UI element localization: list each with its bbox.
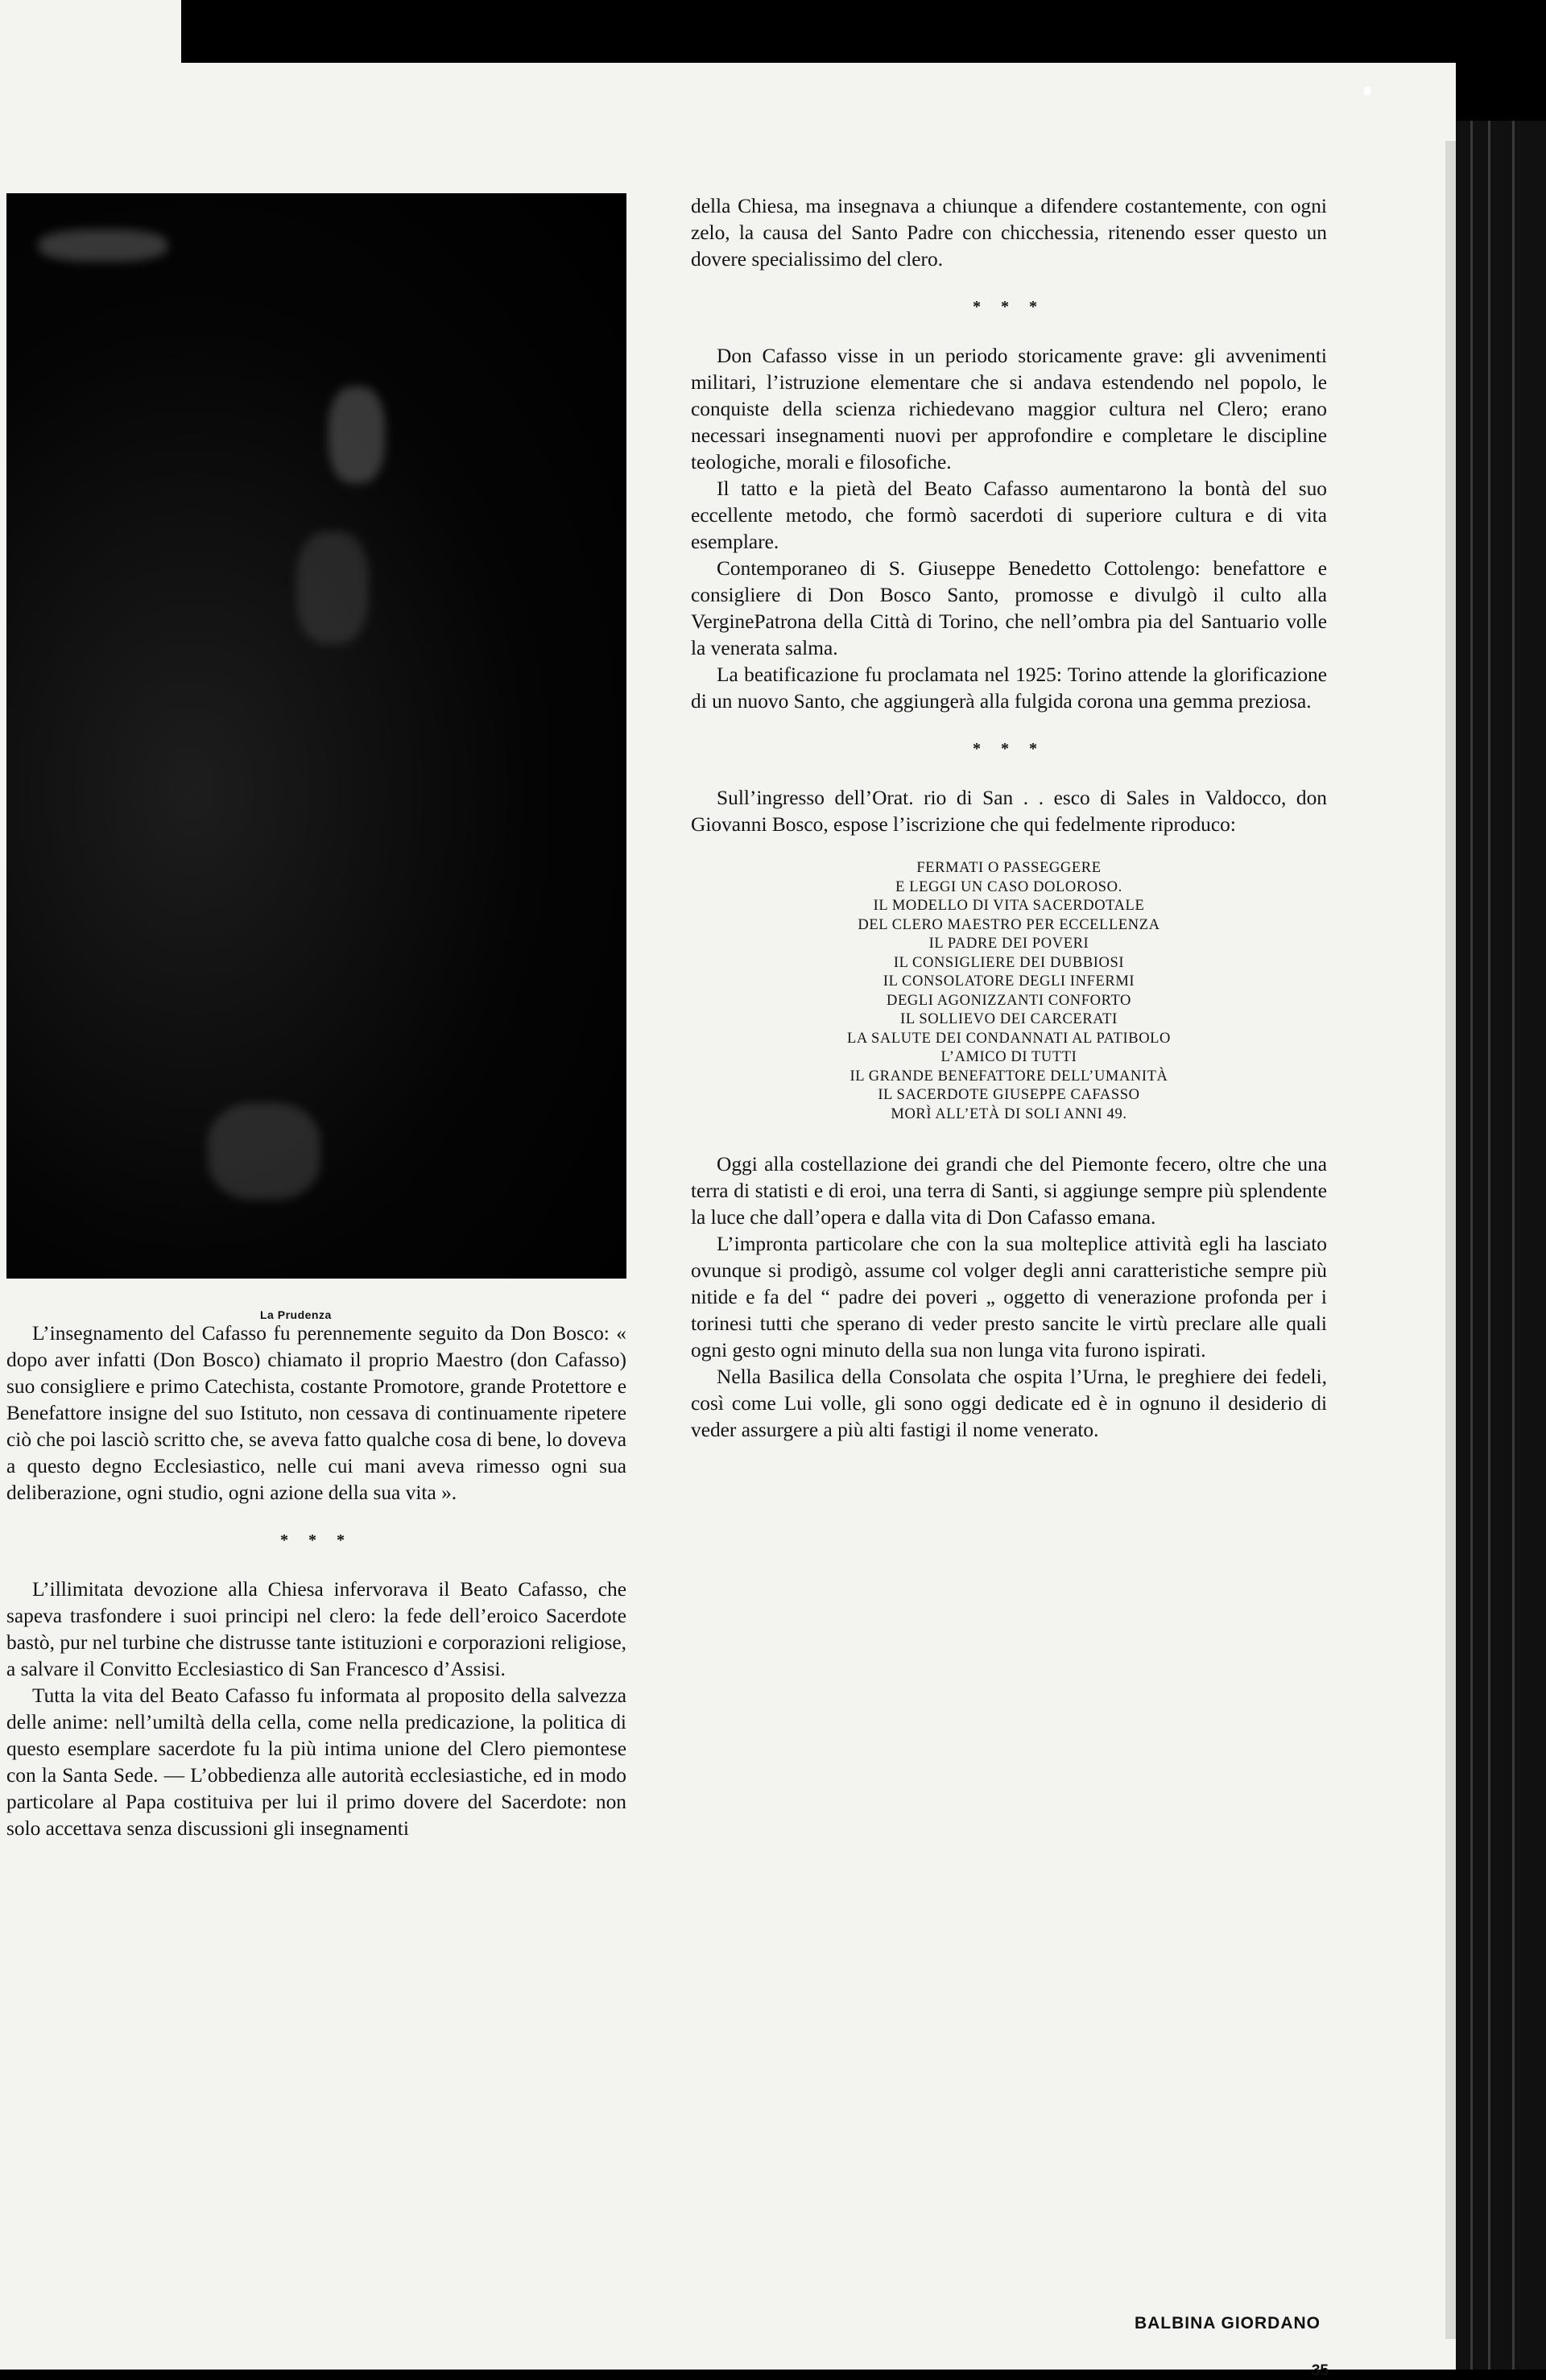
paragraph: L’impronta particolare che con la sua molteplice attività egli ha lasciato ovunque si prodigò, assume col volger degli anni caratteristiche sempre più nitide e fa del “ padre dei poveri „ oggetto di venerazione profonda per i torinesi tutti che sperano di veder presto sancite le virtù preclare alle quali ogni gesto ogni minuto della sua non lunga vita furono ispirati. xyxy=(691,1233,1327,1361)
inscription-line: L’AMICO DI TUTTI xyxy=(940,1049,1077,1065)
scan-artifact xyxy=(1364,87,1370,95)
section-separator: * * * xyxy=(973,298,1045,316)
inscription-line: IL PADRE DEI POVERI xyxy=(928,936,1089,952)
scan-top-strip xyxy=(0,0,181,69)
inscription-line: IL CONSOLATORE DEGLI INFERMI xyxy=(883,973,1135,990)
paragraph: Il tatto e la pietà del Beato Cafasso aumentarono la bontà del suo eccellente metodo, che formò sacerdoti di superiore cultura e di vita esemplare. xyxy=(691,477,1327,553)
paragraph: Oggi alla costellazione dei grandi che del Piemonte fecero, oltre che una terra di statisti e di eroi, una terra di Santi, si aggiunge sempre più splendente la luce che dall’opera e dalla vita di Don Cafasso emana. xyxy=(691,1153,1327,1229)
page-edge xyxy=(1445,141,1457,2339)
paragraph: L’insegnamento del Cafasso fu perennemente seguito da Don Bosco: « dopo aver infatti (Don Bosco) chiamato il proprio Maestro (don Cafasso) suo consigliere e primo Catechista, costante Promotore, grande Protettore e Benefattore insigne del suo Istituto, non cessava di continuamente ripetere ciò che poi lasciò scritto che, se aveva fatto qualche cosa di bene, lo doveva a questo degno Ecclesiastico, nelle cui mani aveva rimesso ogni sua deliberazione, ogni studio, ogni azione della sua vita ». xyxy=(6,1322,626,1504)
inscription-line: IL MODELLO DI VITA SACERDOTALE xyxy=(873,898,1145,914)
author-signature: BALBINA GIORDANO xyxy=(1134,2314,1321,2332)
inscription-line: DEGLI AGONIZZANTI CONFORTO xyxy=(887,992,1131,1009)
paragraph: della Chiesa, ma insegnava a chiunque a difendere costantemente, con ogni zelo, la causa del Santo Padre con chicchessia, ritenendo esser questo un dovere specialissimo del clero. xyxy=(691,195,1327,271)
inscription-line: FERMATI O PASSEGGERE xyxy=(916,860,1102,876)
paragraph: L’illimitata devozione alla Chiesa infervorava il Beato Cafasso, che sapeva trasfondere i suoi principi nel clero: la fede dell’eroico Sacerdote bastò, pur nel turbine che distrusse tante istituzioni e corporazioni religiose, a salvare il Convitto Ecclesiastico di San Francesco d’Assisi. xyxy=(6,1578,626,1680)
prudence-photo xyxy=(6,193,626,1279)
paragraph: Tutta la vita del Beato Cafasso fu informata al proposito della salvezza delle anime: nell’umiltà della cella, come nella predicazione, la politica di questo esemplare sacerdote fu la più intima unione del Clero piemontese con la Santa Sede. — L’obbedienza alle autorità ecclesiastiche, ed in modo particolare al Papa costituiva per lui il primo dovere del Sacerdote: non solo accettava senza discussioni gli insegnamenti xyxy=(6,1684,626,1840)
inscription-line: MORÌ ALL’ETÀ DI SOLI ANNI 49. xyxy=(891,1105,1127,1122)
inscription-line: IL SOLLIEVO DEI CARCERATI xyxy=(900,1011,1118,1027)
paragraph: Nella Basilica della Consolata che ospita l’Urna, le preghiere dei fedeli, così come Lui volle, gli sono oggi dedicate ed è in ognuno il desiderio di veder assurgere a più alti fastigi il nome venerato. xyxy=(691,1366,1327,1441)
inscription xyxy=(691,859,1327,1124)
inscription-line: LA SALUTE DEI CONDANNATI AL PATIBOLO xyxy=(846,1030,1172,1047)
page-number: 35 xyxy=(1311,2362,1329,2379)
left-column xyxy=(6,1320,626,1842)
paragraph: Contemporaneo di S. Giuseppe Benedetto Cottolengo: benefattore e consigliere di Don Bosco Santo, promosse e divulgò il culto alla VerginePatrona della Città di Torino, che nell’ombra pia del Santuario volle la venerata salma. xyxy=(691,557,1327,659)
right-column xyxy=(691,193,1327,1444)
inscription-line: IL SACERDOTE GIUSEPPE CAFASSO xyxy=(878,1087,1140,1103)
paragraph: Don Cafasso visse in un periodo storicamente grave: gli avvenimenti militari, l’istruzione elementare che si andava estendendo nel popolo, le conquiste della scienza richiedevano maggior cultura nel Clero; erano necessari insegnamenti nuovi per approfondire e completare le discipline teologiche, morali e filosofiche. xyxy=(691,345,1327,473)
book-spine xyxy=(1456,121,1546,2370)
section-separator: * * * xyxy=(973,740,1045,758)
inscription-line: E LEGGI UN CASO DOLOROSO. xyxy=(895,878,1122,895)
paragraph: La beatificazione fu proclamata nel 1925: Torino attende la glorificazione di un nuovo Santo, che aggiungerà alla fulgida corona una gemma preziosa. xyxy=(691,663,1327,713)
inscription-line: IL GRANDE BENEFATTORE DELL’UMANITÀ xyxy=(849,1068,1168,1085)
section-separator: * * * xyxy=(280,1531,353,1549)
photo-caption: La Prudenza xyxy=(260,1308,332,1321)
inscription-line: IL CONSIGLIERE DEI DUBBIOSI xyxy=(893,954,1125,971)
paragraph: Sull’ingresso dell’Orat. rio di San . . esco di Sales in Valdocco, don Giovanni Bosco, espose l’iscrizione che qui fedelmente riproduco: xyxy=(691,787,1327,836)
inscription-line: DEL CLERO MAESTRO PER ECCELLENZA xyxy=(858,916,1160,933)
